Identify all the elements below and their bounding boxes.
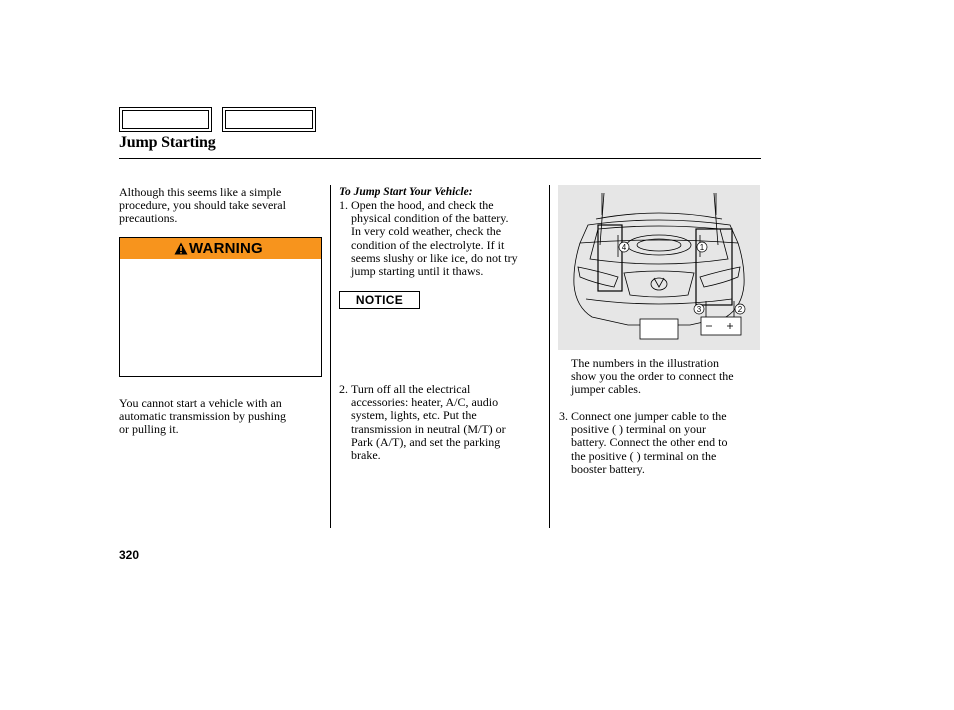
procedure-heading: To Jump Start Your Vehicle: (339, 186, 473, 198)
title-rule (119, 158, 761, 159)
warning-label: WARNING (189, 240, 263, 257)
callout-1: 1 (699, 243, 705, 252)
callout-3: 3 (696, 305, 702, 314)
car-front-drawing (558, 185, 760, 350)
step-1-number: 1. (339, 198, 348, 212)
page-title: Jump Starting (119, 134, 216, 151)
warning-triangle-icon (174, 242, 188, 255)
column-divider-2 (549, 185, 550, 528)
header-tab-box-1 (119, 107, 212, 132)
step-3-number: 3. (559, 409, 568, 423)
step-3-text: Connect one jumper cable to the positive ( ) terminal on your battery. Connect the other end to the positive ( ) terminal on the booster battery. (571, 409, 728, 476)
step-1-text: Open the hood, and check the physical condition of the battery. In very cold weather, check the condition of the electrolyte. If it seems slushy or like ice, do not try jump starting until it thaws. (351, 198, 518, 279)
intro-paragraph: Although this seems like a simple procedure, you should take several precautions. (119, 185, 286, 226)
warning-box (119, 237, 322, 377)
column-divider-1 (330, 185, 331, 528)
warning-header (120, 238, 321, 259)
step-2-text: Turn off all the electrical accessories: heater, A/C, audio system, lights, etc. Put the transmission in neutral (M/T) or Park (A/T), and set the parking brake. (351, 382, 506, 463)
page-number: 320 (119, 548, 140, 562)
transmission-note: You cannot start a vehicle with an automatic transmission by pushing or pulling it. (119, 396, 286, 437)
engine-bay-illustration (558, 185, 760, 350)
illustration-caption: The numbers in the illustration show you the order to connect the jumper cables. (571, 356, 734, 397)
callout-2: 2 (737, 305, 743, 314)
callout-4: 4 (621, 243, 627, 252)
header-tab-box-2 (222, 107, 316, 132)
notice-box (339, 291, 420, 309)
step-2-number: 2. (339, 382, 348, 396)
notice-label: NOTICE (355, 293, 404, 307)
